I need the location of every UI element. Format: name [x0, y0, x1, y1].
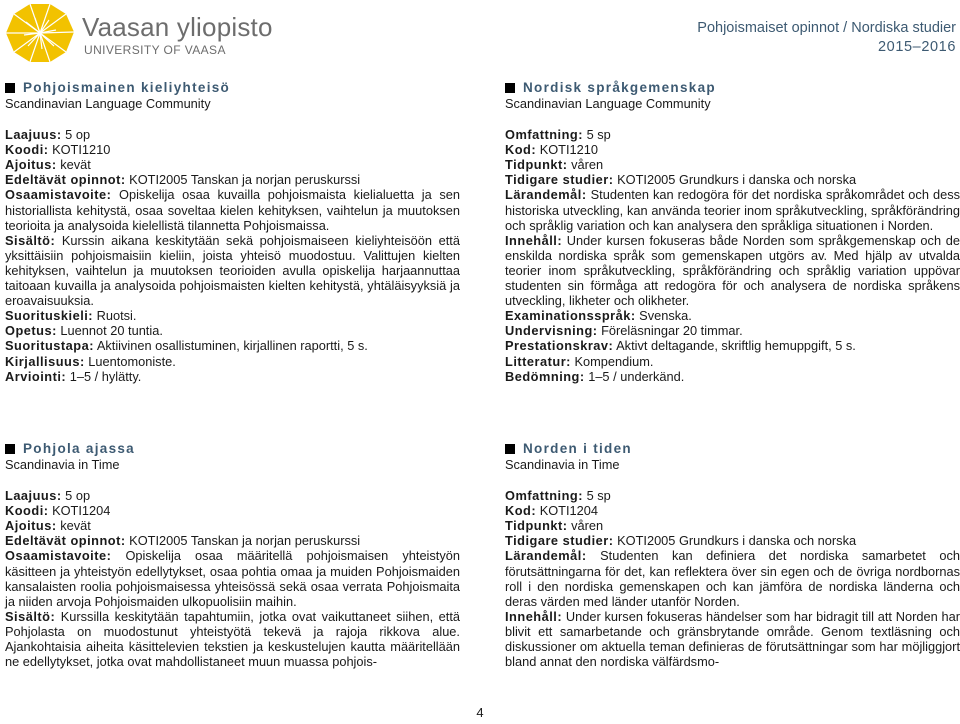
bullet-square-icon — [505, 83, 515, 93]
field-code: Koodi: KOTI1204 — [5, 503, 111, 519]
course-title: Nordisk språkgemenskap — [505, 80, 960, 96]
page-number: 4 — [476, 705, 484, 720]
field-completion: Prestationskrav: Aktivt deltagande, skriftlig hemuppgift, 5 s. — [505, 338, 856, 354]
field-timing: Ajoitus: kevät — [5, 518, 91, 534]
course-section — [505, 441, 960, 669]
field-content: Innehåll: Under kursen fokuseras händelser som har bidragit till att Norden har blivit ett samarbetande och gränsbrytande område. Genom textläsning och diskussioner om aktuella teman definieras de förutsättningar som har möjliggjort bland annat den nordiska välfärdsmo- — [505, 608, 960, 670]
field-timing: Ajoitus: kevät — [5, 157, 91, 173]
header-years: 2015–2016 — [878, 39, 956, 55]
field-prerequisites: Tidigare studier: KOTI2005 Grundkurs i danska och norska — [505, 172, 857, 188]
field-assessment: Arviointi: 1–5 / hylätty. — [5, 368, 142, 384]
bullet-square-icon — [505, 444, 515, 454]
field-language: Examinationsspråk: Svenska. — [505, 308, 692, 324]
sunflower-logo-icon — [4, 2, 76, 64]
course-section — [505, 80, 960, 384]
field-teaching: Undervisning: Föreläsningar 20 timmar. — [505, 323, 743, 339]
field-credits: Omfattning: 5 sp — [505, 488, 611, 504]
course-title: Pohjoismainen kieliyhteisö — [5, 80, 460, 96]
course-subtitle: Scandinavian Language Community — [505, 96, 711, 111]
university-logo — [4, 2, 273, 64]
course-subtitle: Scandinavia in Time — [5, 457, 120, 472]
course-section — [5, 80, 460, 384]
page-header — [697, 19, 956, 57]
logo-subtitle: UNIVERSITY OF VAASA — [84, 43, 226, 57]
course-subtitle: Scandinavian Language Community — [5, 96, 211, 111]
field-credits: Laajuus: 5 op — [5, 127, 91, 143]
bullet-square-icon — [5, 83, 15, 93]
field-prerequisites: Edeltävät opinnot: KOTI2005 Tanskan ja norjan peruskurssi — [5, 172, 361, 188]
field-content: Innehåll: Under kursen fokuseras både Norden som språkgemenskap och de enskilda nordiska språk som gemenskapen utgörs av. Med hjälp av utvalda teorier inom språkutveckling, språkförändring och språklig variation uppövar studenten sin förmåga att redogöra för och analysera de nordiska språkens utveckling, likheter och olikheter. — [505, 232, 960, 309]
field-language: Suorituskieli: Ruotsi. — [5, 308, 137, 324]
field-literature: Litteratur: Kompendium. — [505, 353, 654, 369]
field-timing: Tidpunkt: våren — [505, 157, 604, 173]
course-subtitle: Scandinavia in Time — [505, 457, 620, 472]
field-learning-outcomes: Osaamistavoite: Opiskelija osaa kuvailla pohjoismaista kielialuetta ja sen historiallista kehitystä, osaa soveltaa kielen kehityksen, vaihtelun ja muutoksen teorioita ja analysoida kielellistä tilannetta Pohjoismaissa. — [5, 187, 460, 233]
course-title: Pohjola ajassa — [5, 441, 460, 457]
course-section — [5, 441, 460, 669]
logo-name: Vaasan yliopisto — [82, 12, 273, 42]
field-literature: Kirjallisuus: Luentomoniste. — [5, 353, 176, 369]
field-prerequisites: Tidigare studier: KOTI2005 Grundkurs i danska och norska — [505, 533, 857, 549]
field-learning-outcomes: Osaamistavoite: Opiskelija osaa määritellä pohjoismaisen yhteistyön käsitteen ja yhteistyön edellytykset, osaa pohtia omaa ja muiden Pohjoismaiden kansalaisten roolia pohjoismaisessa yhteisössä sekä osaa verrata Pohjoismaita ja niiden arvoja Pohjoismaiden ulkopuolisiin maihin. — [5, 548, 460, 609]
bullet-square-icon — [5, 444, 15, 454]
header-title: Pohjoismaiset opinnot / Nordiska studier — [697, 20, 956, 36]
field-assessment: Bedömning: 1–5 / underkänd. — [505, 368, 685, 384]
field-learning-outcomes: Lärandemål: Studenten kan redogöra för det nordiska språkområdet och dess historiska utveckling, kan använda teorier inom språkutveckling, språkförändring och språklig variation och kan analysera den språkliga situationen i Norden. — [505, 187, 960, 233]
field-timing: Tidpunkt: våren — [505, 518, 604, 534]
course-title: Norden i tiden — [505, 441, 960, 457]
field-prerequisites: Edeltävät opinnot: KOTI2005 Tanskan ja norjan peruskurssi — [5, 533, 361, 549]
field-code: Kod: KOTI1210 — [505, 142, 599, 158]
field-completion: Suoritustapa: Aktiivinen osallistuminen, kirjallinen raportti, 5 s. — [5, 338, 368, 354]
field-code: Koodi: KOTI1210 — [5, 142, 111, 158]
field-credits: Omfattning: 5 sp — [505, 127, 611, 143]
field-code: Kod: KOTI1204 — [505, 503, 599, 519]
field-content: Sisältö: Kurssilla keskitytään tapahtumiin, jotka ovat vaikuttaneet siihen, että Pohjolasta on muodostunut yhteistyötä tekevä ja rajoja rikkova alue. Ajankohtaisia aiheita käsittelevien tekstien ja keskustelujen kautta määritellään ne edellytykset, jotka ovat mahdollistaneet muun muassa pohjois- — [5, 608, 460, 670]
field-credits: Laajuus: 5 op — [5, 488, 91, 504]
field-learning-outcomes: Lärandemål: Studenten kan definiera det nordiska samarbetet och förutsättningarna för det, kan reflektera över sin egen och de övriga nordbornas roll i den nordiska gemenskapen och kan jämföra de nordiska länderna och deras värden med länder utanför Norden. — [505, 548, 960, 609]
field-teaching: Opetus: Luennot 20 tuntia. — [5, 323, 163, 339]
field-content: Sisältö: Kurssin aikana keskitytään sekä pohjoismaiseen kieliyhteisöön että yksittäisiin pohjoismaisiin kieliin, joista yhteisö muodostuu. Valittujen kielten kehityksen, vaihtelun ja muutoksen teorioiden avulla opiskelija harjaannuttaa taitoaan kuvailla ja analysoida pohjoismaisten kielten kehitystä, yhtäläisyyksiä ja eroavaisuuksia. — [5, 232, 460, 309]
